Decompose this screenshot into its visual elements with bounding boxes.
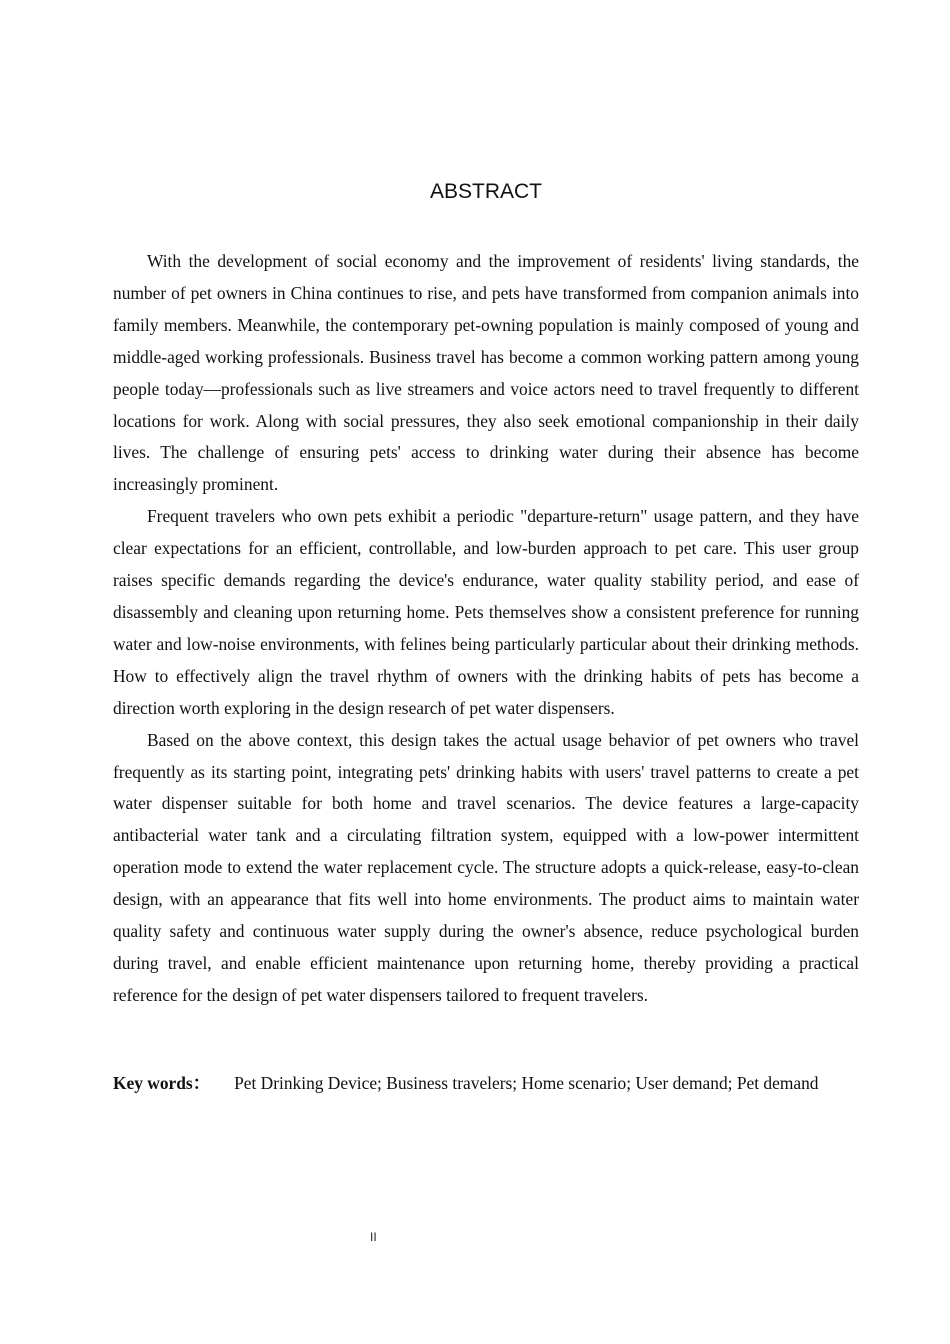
abstract-title: ABSTRACT: [429, 180, 542, 203]
abstract-paragraph-2: Frequent travelers who own pets exhibit a periodic "departure-return" usage pattern, and they have clear expectations for an efficient, controllable, and low-burden approach to pet care. This user group raises specific demands regarding the device's endurance, water quality stability period, and ease of disassembly and cleaning upon returning home. Pets themselves show a consistent preference for running water and low-noise environments, with felines being particularly particular about their drinking methods. How to effectively align the travel rhythm of owners with the drinking habits of pets has become a direction worth exploring in the design research of pet water dispensers.: [113, 506, 859, 718]
keywords-label: Key words：: [113, 1073, 211, 1093]
abstract-paragraph-3: Based on the above context, this design takes the actual usage behavior of pet owners who travel frequently as its starting point, integrating pets' drinking habits with users' travel patterns to create a pet water dispenser suitable for both home and travel scenarios. The device features a large-capacity antibacterial water tank and a circulating filtration system, equipped with a low-power intermittent operation mode to extend the water replacement cycle. The structure adopts a quick-release, easy-to-clean design, with an appearance that fits well into home environments. The product aims to maintain water quality safety and continuous water supply during the owner's absence, reduce psychological burden during travel, and enable efficient maintenance upon returning home, thereby providing a practical reference for the design of pet water dispensers tailored to frequent travelers.: [113, 729, 859, 1005]
keywords-text: Pet Drinking Device; Business travelers; Home scenario; User demand; Pet demand: [234, 1073, 819, 1093]
page-number: II: [370, 1230, 377, 1244]
keywords-line: [113, 1072, 859, 1094]
abstract-paragraph-1: With the development of social economy and the improvement of residents' living standards, the number of pet owners in China continues to rise, and pets have transformed from companion animals into family members. Meanwhile, the contemporary pet-owning population is mainly composed of young and middle-aged working professionals. Business travel has become a common working pattern among young people today—professionals such as live streamers and voice actors need to travel frequently to different locations for work. Along with social pressures, they also seek emotional companionship in their daily lives. The challenge of ensuring pets' access to drinking water during their absence has become increasingly prominent.: [113, 251, 859, 495]
abstract-body: [113, 246, 859, 1012]
